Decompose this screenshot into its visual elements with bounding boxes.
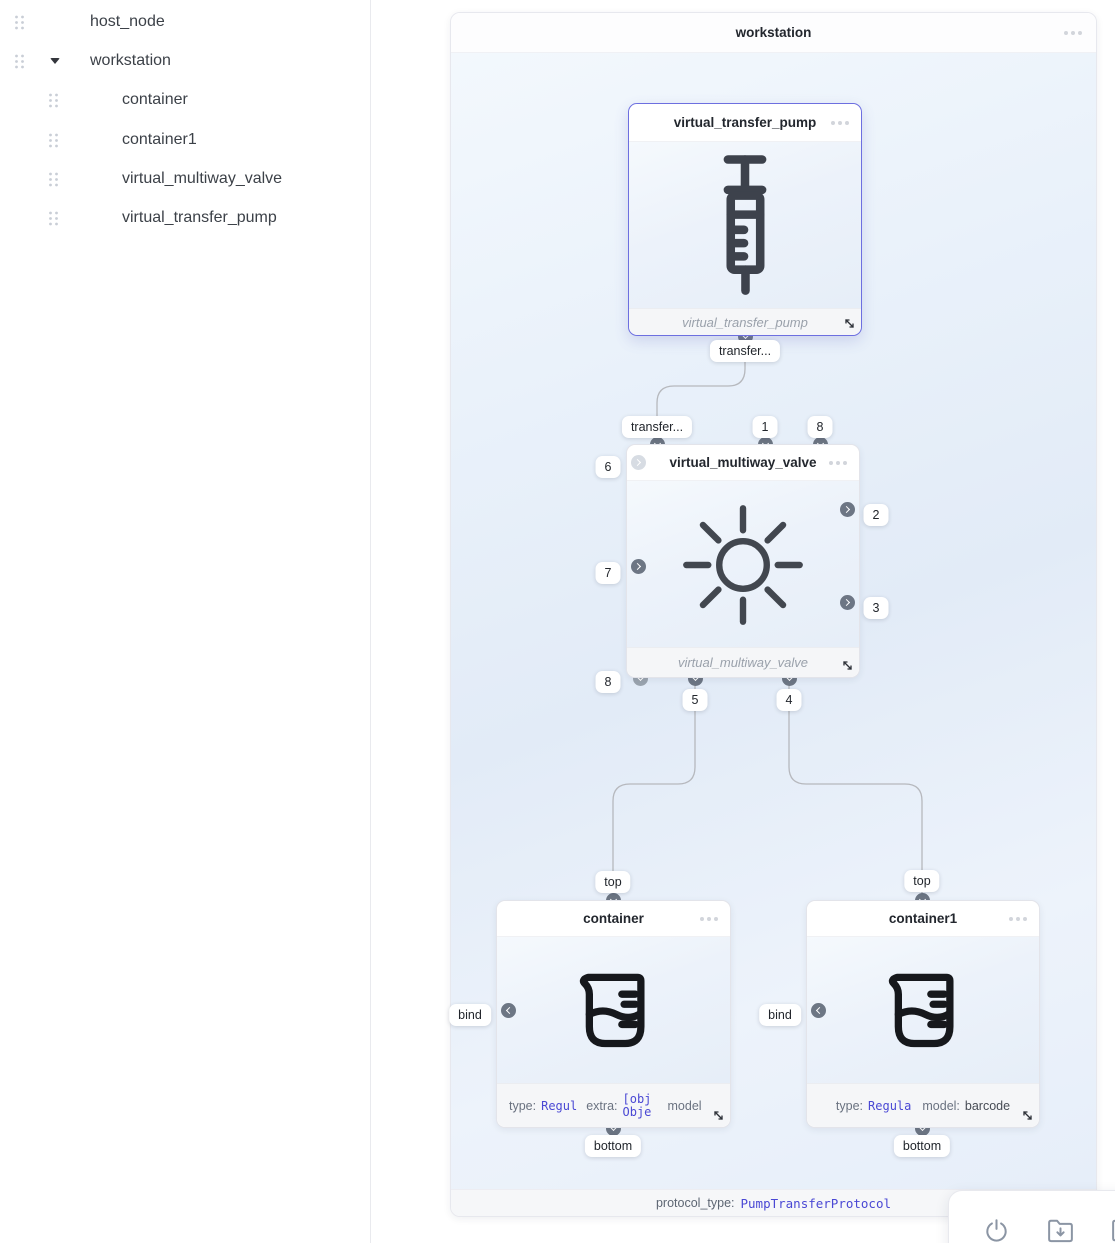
model-label: model: — [922, 1098, 960, 1113]
drag-handle-icon[interactable] — [48, 133, 59, 148]
drag-handle-icon[interactable] — [48, 211, 59, 226]
node-header — [627, 445, 859, 481]
port-label-valve-5: 5 — [683, 689, 708, 711]
node-instance-name: virtual_transfer_pump — [682, 314, 808, 330]
node-title: virtual_transfer_pump — [673, 115, 817, 130]
node-header — [497, 901, 730, 937]
power-button[interactable] — [981, 1215, 1011, 1243]
node-footer — [627, 647, 859, 677]
resize-handle-icon[interactable] — [712, 1109, 725, 1122]
more-menu-icon[interactable] — [1064, 31, 1082, 35]
valve-port-2[interactable] — [840, 502, 855, 517]
beaker-icon — [867, 955, 979, 1067]
extra-value: [obj Obje — [622, 1092, 652, 1119]
drag-handle-icon[interactable] — [14, 54, 25, 69]
node-footer — [807, 1083, 1039, 1127]
sidebar-item-virtual-multiway-valve[interactable] — [0, 164, 371, 194]
port-label-valve-2: 2 — [864, 504, 889, 526]
tree-item-label[interactable]: host_node — [90, 13, 165, 30]
type-label: type: — [509, 1098, 537, 1113]
power-icon — [983, 1217, 1010, 1243]
node-fields — [807, 1099, 1039, 1113]
workstation-title: workstation — [735, 25, 812, 40]
multiway-valve-icon — [679, 501, 807, 629]
export-button[interactable] — [1109, 1215, 1115, 1243]
node-title: virtual_multiway_valve — [669, 455, 817, 470]
syringe-icon — [698, 150, 792, 302]
type-value: Regula — [868, 1098, 912, 1113]
container-bind-port[interactable] — [501, 1003, 516, 1018]
port-label-container-top: top — [595, 871, 630, 893]
port-label-pump-transfer: transfer... — [710, 340, 780, 362]
tree-item-label[interactable]: virtual_multiway_valve — [122, 170, 283, 187]
sidebar-item-container[interactable] — [0, 85, 371, 115]
node-fields — [497, 1093, 730, 1119]
canvas-toolbar — [948, 1190, 1115, 1243]
drag-handle-icon[interactable] — [48, 93, 59, 108]
node-tree-sidebar — [0, 0, 371, 1243]
sidebar-item-workstation[interactable] — [0, 46, 371, 76]
node-virtual-multiway-valve[interactable] — [626, 444, 860, 678]
node-header — [629, 104, 861, 142]
beaker-icon — [558, 955, 670, 1067]
node-title: container — [583, 911, 644, 926]
port-label-container-bottom: bottom — [585, 1135, 641, 1157]
node-instance-name: virtual_multiway_valve — [677, 655, 809, 670]
tree-item-label[interactable]: container — [122, 91, 188, 108]
node-container[interactable] — [496, 900, 731, 1128]
folder-download-icon — [1046, 1217, 1075, 1243]
import-button[interactable] — [1045, 1215, 1075, 1243]
tree-item-label[interactable]: container1 — [122, 131, 197, 148]
type-label: type: — [835, 1098, 864, 1113]
node-title: container1 — [888, 911, 958, 926]
port-label-container-bind: bind — [449, 1004, 491, 1026]
model-label: model — [667, 1098, 702, 1113]
node-footer — [629, 308, 861, 335]
resize-handle-icon[interactable] — [1021, 1109, 1034, 1122]
tree-item-label[interactable]: virtual_transfer_pump — [122, 209, 277, 226]
port-label-valve-6: 6 — [596, 456, 621, 478]
node-body — [629, 142, 861, 310]
node-header — [807, 901, 1039, 937]
valve-port-7[interactable] — [631, 559, 646, 574]
port-label-valve-1: 1 — [753, 416, 778, 438]
sidebar-item-host-node[interactable] — [0, 7, 371, 37]
node-footer — [497, 1083, 730, 1127]
port-label-container1-bottom: bottom — [894, 1135, 950, 1157]
type-value: Regul — [541, 1098, 578, 1113]
resize-handle-icon[interactable] — [843, 317, 856, 330]
more-menu-icon[interactable] — [829, 461, 847, 465]
drag-handle-icon[interactable] — [14, 15, 25, 30]
node-container1[interactable] — [806, 900, 1040, 1128]
sidebar-item-container1[interactable] — [0, 125, 371, 155]
port-label-valve-transfer: transfer... — [622, 416, 692, 438]
port-label-valve-8-bottom: 8 — [596, 671, 621, 693]
more-menu-icon[interactable] — [1009, 917, 1027, 921]
valve-port-3[interactable] — [840, 595, 855, 610]
export-icon — [1110, 1217, 1115, 1243]
port-label-valve-8-top: 8 — [808, 416, 833, 438]
more-menu-icon[interactable] — [831, 121, 849, 125]
node-body — [807, 937, 1039, 1085]
protocol-type-label: protocol_type: — [655, 1196, 735, 1210]
tree-item-label[interactable]: workstation — [90, 52, 171, 69]
protocol-type-value: PumpTransferProtocol — [740, 1195, 892, 1211]
more-menu-icon[interactable] — [700, 917, 718, 921]
workstation-header — [451, 13, 1096, 53]
port-label-valve-3: 3 — [864, 597, 889, 619]
valve-port-6[interactable] — [631, 455, 646, 470]
model-value: barcode — [964, 1098, 1011, 1113]
port-label-valve-7: 7 — [596, 562, 621, 584]
drag-handle-icon[interactable] — [48, 172, 59, 187]
port-label-valve-4: 4 — [777, 689, 802, 711]
container1-bind-port[interactable] — [811, 1003, 826, 1018]
node-body — [627, 481, 859, 649]
port-label-container1-bind: bind — [759, 1004, 801, 1026]
extra-label: extra: — [586, 1098, 618, 1113]
resize-handle-icon[interactable] — [841, 659, 854, 672]
sidebar-item-virtual-transfer-pump[interactable] — [0, 203, 371, 233]
chevron-down-icon[interactable] — [50, 58, 60, 64]
node-virtual-transfer-pump[interactable] — [628, 103, 862, 336]
port-label-container1-top: top — [904, 870, 939, 892]
node-body — [497, 937, 730, 1085]
